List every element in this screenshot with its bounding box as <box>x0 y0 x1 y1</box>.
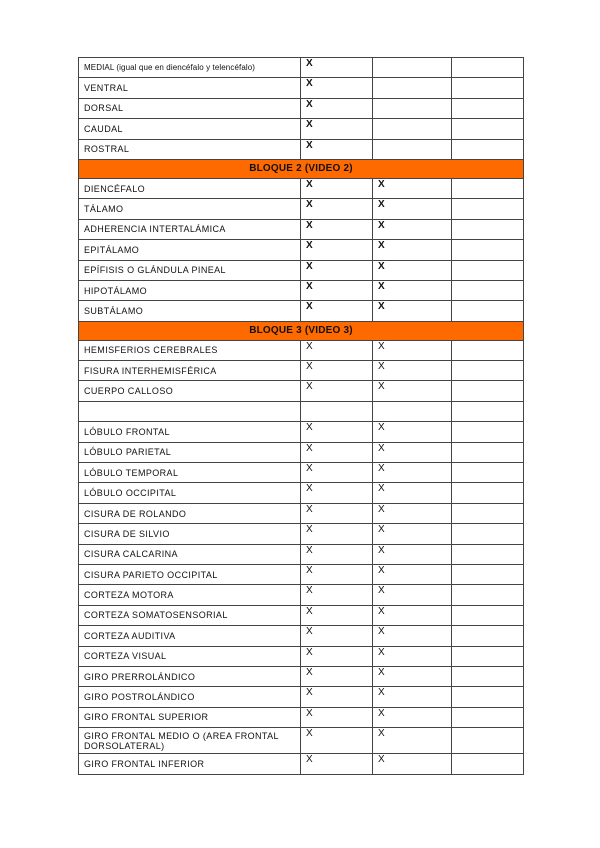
check-cell-3 <box>452 687 524 707</box>
table-row <box>79 544 524 564</box>
check-cell-1: X <box>301 340 373 360</box>
check-cell-2: X <box>373 199 452 219</box>
check-cell-2: X <box>373 646 452 666</box>
check-cell-3 <box>452 178 524 198</box>
row-label: CUERPO CALLOSO <box>79 381 301 401</box>
check-cell-2 <box>373 98 452 118</box>
check-cell-3 <box>452 139 524 159</box>
table-row <box>79 401 524 421</box>
check-cell-2: X <box>373 605 452 625</box>
row-label: GIRO PRERROLÁNDICO <box>79 666 301 686</box>
row-label: ROSTRAL <box>79 139 301 159</box>
table-row <box>79 240 524 260</box>
check-cell-1: X <box>301 280 373 300</box>
check-cell-3 <box>452 564 524 584</box>
check-cell-2: X <box>373 240 452 260</box>
check-cell-2 <box>373 401 452 421</box>
check-cell-3 <box>452 524 524 544</box>
check-cell-2 <box>373 58 452 78</box>
check-cell-1: X <box>301 219 373 239</box>
table-row <box>79 422 524 442</box>
table-row <box>79 199 524 219</box>
check-cell-1: X <box>301 139 373 159</box>
table-row <box>79 483 524 503</box>
check-cell-3 <box>452 240 524 260</box>
checklist-table-body <box>79 58 524 775</box>
table-row <box>79 301 524 321</box>
check-cell-3 <box>452 422 524 442</box>
check-cell-1: X <box>301 240 373 260</box>
check-cell-2: X <box>373 422 452 442</box>
check-cell-2: X <box>373 178 452 198</box>
check-cell-3 <box>452 219 524 239</box>
check-cell-2: X <box>373 754 452 774</box>
section-header: BLOQUE 2 (VIDEO 2) <box>79 159 524 178</box>
check-cell-2: X <box>373 442 452 462</box>
check-cell-3 <box>452 646 524 666</box>
row-label: CORTEZA AUDITIVA <box>79 626 301 646</box>
table-row <box>79 564 524 584</box>
check-cell-1: X <box>301 442 373 462</box>
check-cell-3 <box>452 340 524 360</box>
check-cell-3 <box>452 483 524 503</box>
check-cell-1: X <box>301 564 373 584</box>
check-cell-1: X <box>301 666 373 686</box>
section-header: BLOQUE 3 (VIDEO 3) <box>79 321 524 340</box>
table-row <box>79 442 524 462</box>
table-row <box>79 280 524 300</box>
table-row <box>79 58 524 78</box>
check-cell-1: X <box>301 98 373 118</box>
row-label: TÁLAMO <box>79 199 301 219</box>
row-label: GIRO FRONTAL INFERIOR <box>79 754 301 774</box>
check-cell-1: X <box>301 199 373 219</box>
table-row <box>79 260 524 280</box>
check-cell-2: X <box>373 666 452 686</box>
row-label: LÓBULO FRONTAL <box>79 422 301 442</box>
check-cell-1: X <box>301 119 373 139</box>
check-cell-3 <box>452 361 524 381</box>
row-label: GIRO FRONTAL SUPERIOR <box>79 707 301 727</box>
check-cell-1 <box>301 401 373 421</box>
check-cell-1: X <box>301 58 373 78</box>
check-cell-2: X <box>373 626 452 646</box>
check-cell-2: X <box>373 219 452 239</box>
check-cell-1: X <box>301 361 373 381</box>
row-label: VENTRAL <box>79 78 301 98</box>
check-cell-3 <box>452 301 524 321</box>
row-label: CISURA DE ROLANDO <box>79 503 301 523</box>
section-header-row <box>79 159 524 178</box>
row-label: LÓBULO OCCIPITAL <box>79 483 301 503</box>
table-row <box>79 381 524 401</box>
section-header-row <box>79 321 524 340</box>
check-cell-3 <box>452 260 524 280</box>
table-row <box>79 503 524 523</box>
check-cell-2 <box>373 78 452 98</box>
check-cell-3 <box>452 728 524 754</box>
check-cell-2: X <box>373 463 452 483</box>
check-cell-1: X <box>301 585 373 605</box>
check-cell-3 <box>452 119 524 139</box>
row-label: CORTEZA MOTORA <box>79 585 301 605</box>
check-cell-1: X <box>301 422 373 442</box>
check-cell-3 <box>452 58 524 78</box>
table-row <box>79 119 524 139</box>
table-row <box>79 361 524 381</box>
check-cell-3 <box>452 707 524 727</box>
check-cell-2 <box>373 119 452 139</box>
check-cell-1: X <box>301 728 373 754</box>
check-cell-1: X <box>301 78 373 98</box>
check-cell-2: X <box>373 260 452 280</box>
check-cell-2: X <box>373 687 452 707</box>
check-cell-1: X <box>301 178 373 198</box>
check-cell-2: X <box>373 524 452 544</box>
table-row <box>79 340 524 360</box>
check-cell-3 <box>452 585 524 605</box>
table-row <box>79 78 524 98</box>
table-row <box>79 605 524 625</box>
row-label: CISURA DE SILVIO <box>79 524 301 544</box>
check-cell-2: X <box>373 483 452 503</box>
check-cell-1: X <box>301 605 373 625</box>
row-label: GIRO POSTROLÁNDICO <box>79 687 301 707</box>
check-cell-3 <box>452 401 524 421</box>
table-row <box>79 178 524 198</box>
check-cell-3 <box>452 78 524 98</box>
check-cell-1: X <box>301 503 373 523</box>
check-cell-1: X <box>301 544 373 564</box>
row-label: LÓBULO TEMPORAL <box>79 463 301 483</box>
check-cell-2: X <box>373 301 452 321</box>
checklist-table <box>78 57 524 775</box>
table-row <box>79 754 524 774</box>
check-cell-3 <box>452 754 524 774</box>
table-row <box>79 524 524 544</box>
check-cell-3 <box>452 626 524 646</box>
table-row <box>79 585 524 605</box>
check-cell-2: X <box>373 728 452 754</box>
row-label: LÓBULO PARIETAL <box>79 442 301 462</box>
check-cell-1: X <box>301 524 373 544</box>
row-label: HEMISFERIOS CEREBRALES <box>79 340 301 360</box>
row-label: CORTEZA SOMATOSENSORIAL <box>79 605 301 625</box>
table-row <box>79 139 524 159</box>
row-label: DORSAL <box>79 98 301 118</box>
row-label: SUBTÁLAMO <box>79 301 301 321</box>
check-cell-1: X <box>301 707 373 727</box>
row-label: CISURA CALCARINA <box>79 544 301 564</box>
row-label: CAUDAL <box>79 119 301 139</box>
row-label: DIENCÉFALO <box>79 178 301 198</box>
table-row <box>79 646 524 666</box>
table-row <box>79 728 524 754</box>
check-cell-1: X <box>301 626 373 646</box>
row-label: CISURA PARIETO OCCIPITAL <box>79 564 301 584</box>
table-row <box>79 666 524 686</box>
check-cell-2: X <box>373 564 452 584</box>
check-cell-1: X <box>301 687 373 707</box>
row-label <box>79 401 301 421</box>
check-cell-2: X <box>373 361 452 381</box>
row-label: FISURA INTERHEMISFÉRICA <box>79 361 301 381</box>
check-cell-2: X <box>373 280 452 300</box>
table-row <box>79 626 524 646</box>
check-cell-3 <box>452 666 524 686</box>
row-label: EPÍFISIS O GLÁNDULA PINEAL <box>79 260 301 280</box>
check-cell-2: X <box>373 707 452 727</box>
check-cell-3 <box>452 442 524 462</box>
check-cell-2: X <box>373 544 452 564</box>
check-cell-1: X <box>301 463 373 483</box>
check-cell-2: X <box>373 381 452 401</box>
check-cell-1: X <box>301 260 373 280</box>
row-label: ADHERENCIA INTERTALÁMICA <box>79 219 301 239</box>
check-cell-1: X <box>301 646 373 666</box>
row-label: EPITÁLAMO <box>79 240 301 260</box>
table-row <box>79 98 524 118</box>
table-row <box>79 463 524 483</box>
check-cell-3 <box>452 381 524 401</box>
check-cell-3 <box>452 98 524 118</box>
check-cell-3 <box>452 280 524 300</box>
row-label: CORTEZA VISUAL <box>79 646 301 666</box>
row-label: MEDIAL (igual que en diencéfalo y telencéfalo) <box>79 58 301 78</box>
check-cell-1: X <box>301 483 373 503</box>
row-label: GIRO FRONTAL MEDIO O (AREA FRONTAL DORSOLATERAL) <box>79 728 301 754</box>
check-cell-3 <box>452 199 524 219</box>
table-row <box>79 687 524 707</box>
check-cell-3 <box>452 605 524 625</box>
check-cell-2: X <box>373 585 452 605</box>
table-row <box>79 707 524 727</box>
check-cell-2: X <box>373 503 452 523</box>
check-cell-3 <box>452 544 524 564</box>
check-cell-3 <box>452 503 524 523</box>
check-cell-2 <box>373 139 452 159</box>
check-cell-1: X <box>301 301 373 321</box>
table-row <box>79 219 524 239</box>
check-cell-2: X <box>373 340 452 360</box>
check-cell-3 <box>452 463 524 483</box>
row-label: HIPOTÁLAMO <box>79 280 301 300</box>
check-cell-1: X <box>301 381 373 401</box>
check-cell-1: X <box>301 754 373 774</box>
